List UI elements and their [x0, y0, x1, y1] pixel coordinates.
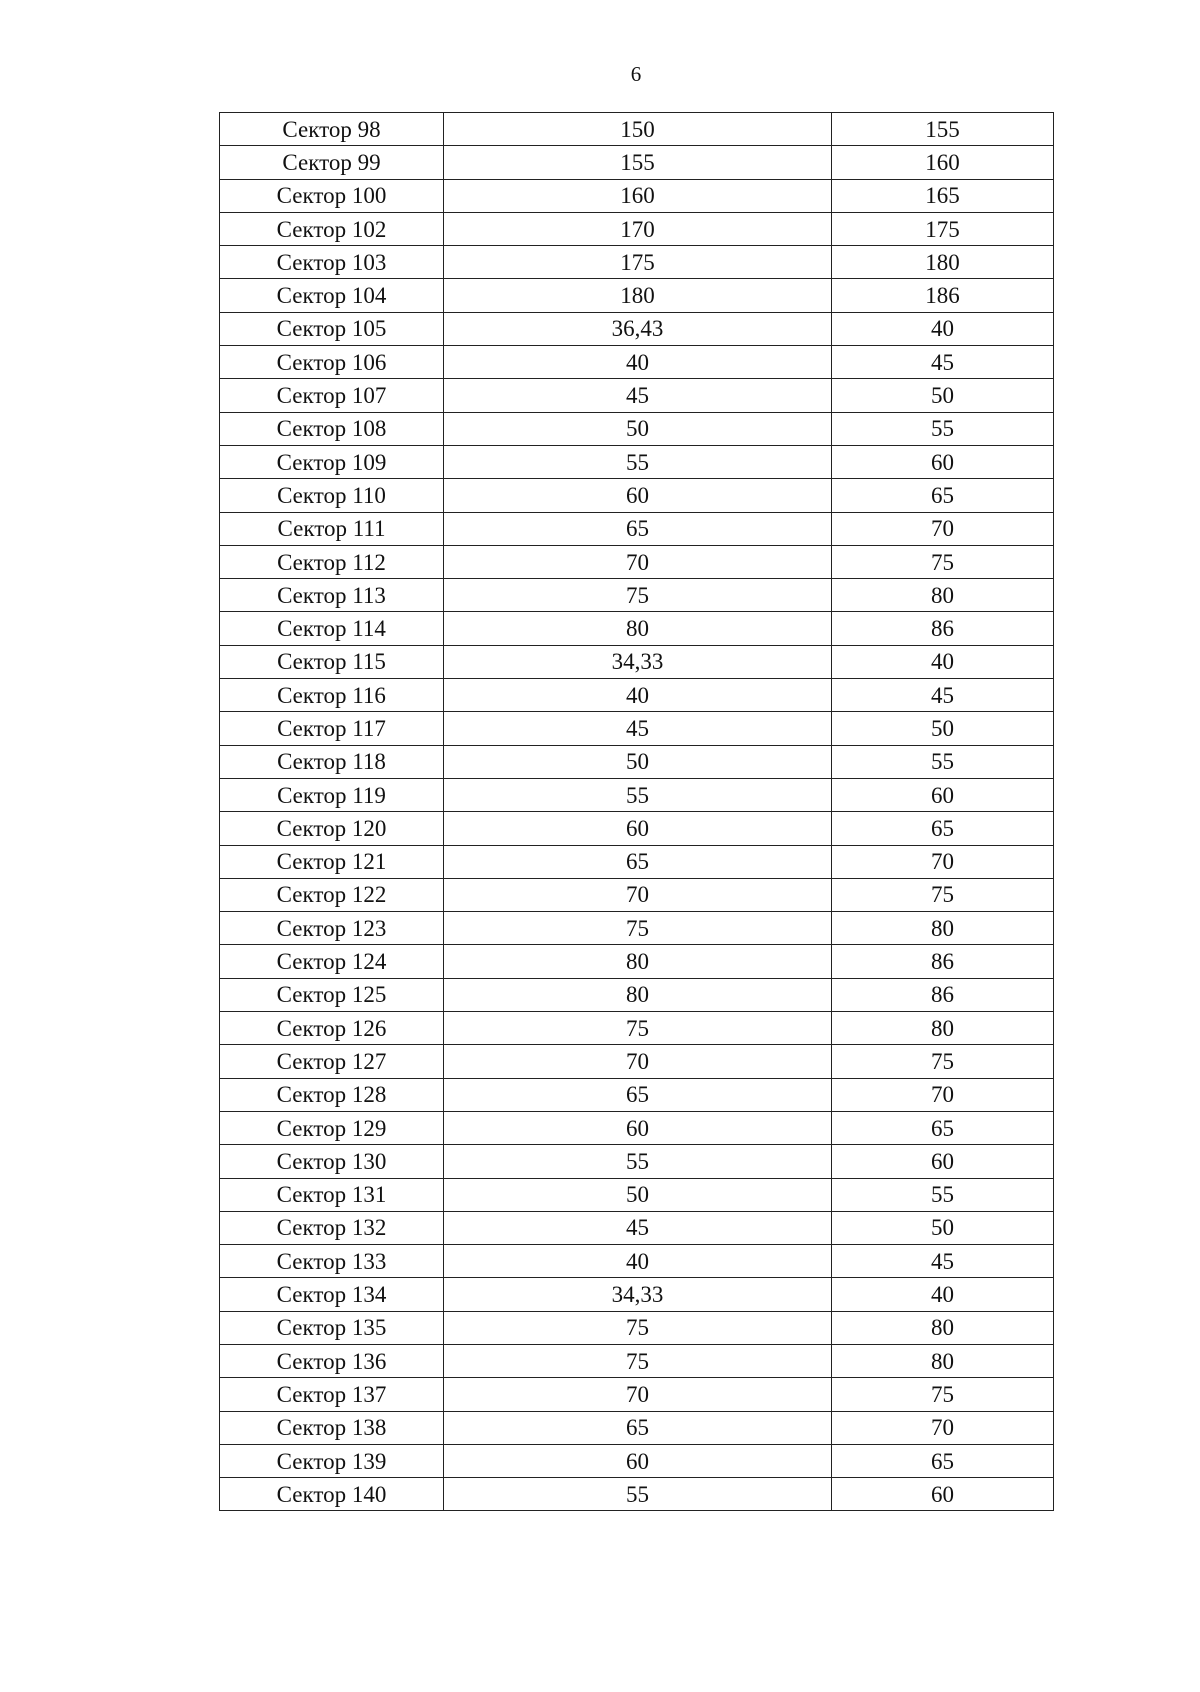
sector-name-cell: Сектор 135 — [220, 1311, 444, 1344]
range-end-cell: 75 — [832, 545, 1054, 578]
range-end-cell: 60 — [832, 778, 1054, 811]
range-start-cell: 75 — [444, 1012, 832, 1045]
range-end-cell: 65 — [832, 812, 1054, 845]
range-start-cell: 65 — [444, 845, 832, 878]
range-start-cell: 34,33 — [444, 645, 832, 678]
range-start-cell: 45 — [444, 379, 832, 412]
table-row — [220, 1278, 1054, 1311]
table-row — [220, 812, 1054, 845]
table-row — [220, 179, 1054, 212]
table-row — [220, 1111, 1054, 1144]
table-row — [220, 1012, 1054, 1045]
range-start-cell: 150 — [444, 113, 832, 146]
range-start-cell: 34,33 — [444, 1278, 832, 1311]
sector-name-cell: Сектор 108 — [220, 412, 444, 445]
range-end-cell: 40 — [832, 645, 1054, 678]
range-start-cell: 65 — [444, 512, 832, 545]
sector-name-cell: Сектор 124 — [220, 945, 444, 978]
sector-name-cell: Сектор 119 — [220, 778, 444, 811]
range-end-cell: 60 — [832, 1478, 1054, 1511]
table-row — [220, 1444, 1054, 1477]
sector-name-cell: Сектор 133 — [220, 1245, 444, 1278]
table-row — [220, 1344, 1054, 1377]
sector-name-cell: Сектор 128 — [220, 1078, 444, 1111]
range-start-cell: 55 — [444, 445, 832, 478]
range-end-cell: 86 — [832, 978, 1054, 1011]
range-start-cell: 50 — [444, 1178, 832, 1211]
range-end-cell: 70 — [832, 845, 1054, 878]
range-start-cell: 36,43 — [444, 312, 832, 345]
range-end-cell: 160 — [832, 146, 1054, 179]
table-row — [220, 1411, 1054, 1444]
sector-name-cell: Сектор 102 — [220, 212, 444, 245]
range-start-cell: 50 — [444, 745, 832, 778]
range-start-cell: 60 — [444, 1444, 832, 1477]
range-start-cell: 55 — [444, 1145, 832, 1178]
table-row — [220, 1211, 1054, 1244]
table-row — [220, 1311, 1054, 1344]
range-end-cell: 75 — [832, 1378, 1054, 1411]
range-end-cell: 45 — [832, 346, 1054, 379]
sector-name-cell: Сектор 138 — [220, 1411, 444, 1444]
range-start-cell: 80 — [444, 612, 832, 645]
table-row — [220, 1378, 1054, 1411]
range-start-cell: 40 — [444, 679, 832, 712]
table-row — [220, 912, 1054, 945]
table-row — [220, 845, 1054, 878]
table-row — [220, 612, 1054, 645]
sector-name-cell: Сектор 104 — [220, 279, 444, 312]
sector-name-cell: Сектор 140 — [220, 1478, 444, 1511]
sector-name-cell: Сектор 111 — [220, 512, 444, 545]
range-end-cell: 180 — [832, 246, 1054, 279]
range-end-cell: 86 — [832, 945, 1054, 978]
range-end-cell: 80 — [832, 1311, 1054, 1344]
range-end-cell: 45 — [832, 1245, 1054, 1278]
range-start-cell: 65 — [444, 1411, 832, 1444]
range-start-cell: 70 — [444, 1378, 832, 1411]
sector-name-cell: Сектор 98 — [220, 113, 444, 146]
range-start-cell: 45 — [444, 712, 832, 745]
range-start-cell: 55 — [444, 1478, 832, 1511]
range-end-cell: 55 — [832, 745, 1054, 778]
table-row — [220, 745, 1054, 778]
range-end-cell: 70 — [832, 1078, 1054, 1111]
table-row — [220, 279, 1054, 312]
range-start-cell: 170 — [444, 212, 832, 245]
sector-name-cell: Сектор 100 — [220, 179, 444, 212]
range-end-cell: 50 — [832, 379, 1054, 412]
range-end-cell: 75 — [832, 1045, 1054, 1078]
sector-name-cell: Сектор 126 — [220, 1012, 444, 1045]
table-row — [220, 246, 1054, 279]
sector-name-cell: Сектор 131 — [220, 1178, 444, 1211]
sector-name-cell: Сектор 118 — [220, 745, 444, 778]
table-row — [220, 512, 1054, 545]
range-end-cell: 80 — [832, 579, 1054, 612]
range-start-cell: 60 — [444, 1111, 832, 1144]
range-start-cell: 40 — [444, 1245, 832, 1278]
table-row — [220, 1478, 1054, 1511]
table-row — [220, 146, 1054, 179]
range-end-cell: 80 — [832, 1344, 1054, 1377]
sector-name-cell: Сектор 107 — [220, 379, 444, 412]
table-row — [220, 212, 1054, 245]
range-start-cell: 60 — [444, 812, 832, 845]
sector-name-cell: Сектор 139 — [220, 1444, 444, 1477]
sector-name-cell: Сектор 113 — [220, 579, 444, 612]
range-start-cell: 60 — [444, 479, 832, 512]
sector-name-cell: Сектор 99 — [220, 146, 444, 179]
table-row — [220, 978, 1054, 1011]
sector-name-cell: Сектор 136 — [220, 1344, 444, 1377]
sector-name-cell: Сектор 129 — [220, 1111, 444, 1144]
range-start-cell: 80 — [444, 978, 832, 1011]
range-end-cell: 65 — [832, 1444, 1054, 1477]
table-row — [220, 1145, 1054, 1178]
table-row — [220, 579, 1054, 612]
table-row — [220, 379, 1054, 412]
sector-name-cell: Сектор 122 — [220, 878, 444, 911]
range-start-cell: 70 — [444, 1045, 832, 1078]
range-end-cell: 45 — [832, 679, 1054, 712]
range-end-cell: 75 — [832, 878, 1054, 911]
table-row — [220, 113, 1054, 146]
range-end-cell: 65 — [832, 479, 1054, 512]
sector-name-cell: Сектор 115 — [220, 645, 444, 678]
sector-name-cell: Сектор 112 — [220, 545, 444, 578]
range-start-cell: 65 — [444, 1078, 832, 1111]
sector-name-cell: Сектор 103 — [220, 246, 444, 279]
table-row — [220, 545, 1054, 578]
range-end-cell: 50 — [832, 1211, 1054, 1244]
range-end-cell: 80 — [832, 1012, 1054, 1045]
table-row — [220, 445, 1054, 478]
table-row — [220, 712, 1054, 745]
table-row — [220, 412, 1054, 445]
sector-name-cell: Сектор 106 — [220, 346, 444, 379]
range-start-cell: 75 — [444, 1311, 832, 1344]
table-row — [220, 679, 1054, 712]
sector-name-cell: Сектор 110 — [220, 479, 444, 512]
sector-name-cell: Сектор 132 — [220, 1211, 444, 1244]
sector-table — [219, 112, 1054, 1511]
sector-name-cell: Сектор 123 — [220, 912, 444, 945]
range-start-cell: 175 — [444, 246, 832, 279]
range-start-cell: 75 — [444, 912, 832, 945]
table-row — [220, 479, 1054, 512]
range-end-cell: 40 — [832, 312, 1054, 345]
sector-name-cell: Сектор 125 — [220, 978, 444, 1011]
range-end-cell: 70 — [832, 1411, 1054, 1444]
sector-name-cell: Сектор 130 — [220, 1145, 444, 1178]
range-end-cell: 50 — [832, 712, 1054, 745]
range-start-cell: 70 — [444, 545, 832, 578]
table-row — [220, 945, 1054, 978]
range-end-cell: 55 — [832, 412, 1054, 445]
range-start-cell: 70 — [444, 878, 832, 911]
range-start-cell: 50 — [444, 412, 832, 445]
range-start-cell: 40 — [444, 346, 832, 379]
table-row — [220, 1245, 1054, 1278]
range-end-cell: 86 — [832, 612, 1054, 645]
table-row — [220, 1045, 1054, 1078]
page-number: 6 — [630, 62, 642, 86]
range-end-cell: 80 — [832, 912, 1054, 945]
range-start-cell: 45 — [444, 1211, 832, 1244]
table-row — [220, 645, 1054, 678]
sector-name-cell: Сектор 117 — [220, 712, 444, 745]
range-end-cell: 55 — [832, 1178, 1054, 1211]
range-end-cell: 40 — [832, 1278, 1054, 1311]
range-start-cell: 80 — [444, 945, 832, 978]
range-start-cell: 155 — [444, 146, 832, 179]
table-row — [220, 778, 1054, 811]
range-end-cell: 70 — [832, 512, 1054, 545]
sector-name-cell: Сектор 134 — [220, 1278, 444, 1311]
sector-name-cell: Сектор 116 — [220, 679, 444, 712]
sector-table-body — [220, 113, 1054, 1511]
range-end-cell: 186 — [832, 279, 1054, 312]
range-end-cell: 60 — [832, 1145, 1054, 1178]
table-row — [220, 1178, 1054, 1211]
sector-name-cell: Сектор 127 — [220, 1045, 444, 1078]
range-start-cell: 180 — [444, 279, 832, 312]
range-end-cell: 65 — [832, 1111, 1054, 1144]
range-start-cell: 75 — [444, 579, 832, 612]
table-row — [220, 1078, 1054, 1111]
range-end-cell: 165 — [832, 179, 1054, 212]
range-start-cell: 160 — [444, 179, 832, 212]
sector-name-cell: Сектор 109 — [220, 445, 444, 478]
range-start-cell: 55 — [444, 778, 832, 811]
table-row — [220, 312, 1054, 345]
range-end-cell: 60 — [832, 445, 1054, 478]
table-row — [220, 878, 1054, 911]
table-row — [220, 346, 1054, 379]
range-end-cell: 155 — [832, 113, 1054, 146]
range-end-cell: 175 — [832, 212, 1054, 245]
sector-name-cell: Сектор 137 — [220, 1378, 444, 1411]
sector-name-cell: Сектор 114 — [220, 612, 444, 645]
range-start-cell: 75 — [444, 1344, 832, 1377]
sector-name-cell: Сектор 105 — [220, 312, 444, 345]
sector-name-cell: Сектор 120 — [220, 812, 444, 845]
sector-name-cell: Сектор 121 — [220, 845, 444, 878]
